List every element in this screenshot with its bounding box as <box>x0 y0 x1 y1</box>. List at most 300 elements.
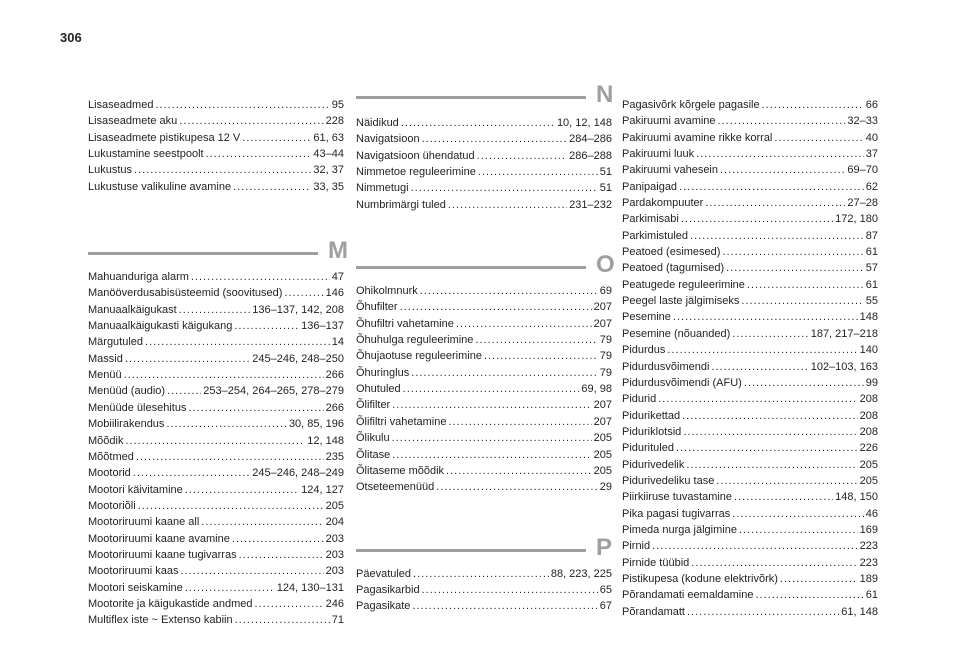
index-entry <box>88 580 344 596</box>
dot-leader <box>201 514 323 530</box>
index-term: Pidurivedelik <box>622 458 685 471</box>
dot-leader <box>420 283 598 299</box>
index-entry <box>88 97 344 113</box>
index-entry <box>622 277 878 293</box>
index-term: Parkimisabi <box>622 213 679 226</box>
index-term: Lisaseadmete aku <box>88 115 178 128</box>
index-term: Piduriklotsid <box>622 425 682 438</box>
dot-leader <box>676 440 858 456</box>
dot-leader <box>780 571 858 587</box>
index-section <box>356 530 612 615</box>
index-page-refs[interactable]: 99 <box>865 376 878 389</box>
index-entry <box>622 522 878 538</box>
dot-leader <box>686 457 857 473</box>
index-column-3 <box>622 97 878 620</box>
index-entry <box>622 408 878 424</box>
index-term: Peatoed (esimesed) <box>622 246 721 259</box>
dot-leader <box>732 326 808 342</box>
index-entry <box>622 113 878 129</box>
index-entry <box>622 538 878 554</box>
index-page-refs[interactable]: 172, 180 <box>835 213 878 226</box>
dot-leader <box>667 342 857 358</box>
index-page-refs[interactable]: 79 <box>599 334 612 347</box>
index-term: Pagasikate <box>356 600 411 613</box>
index-term: Mootoriruumi kaane avamine <box>88 532 230 545</box>
index-page-refs[interactable]: 205 <box>859 474 878 487</box>
index-section <box>356 247 615 495</box>
dot-leader <box>732 506 864 522</box>
index-page-refs[interactable]: 207 <box>593 399 612 412</box>
index-term: Massid <box>88 352 123 365</box>
index-entry <box>88 416 344 432</box>
section-letter: O <box>596 251 615 279</box>
index-page-refs[interactable]: 14 <box>331 336 344 349</box>
index-term: Pardakompuuter <box>622 197 704 210</box>
index-entry <box>356 598 612 614</box>
index-entry <box>88 367 344 383</box>
dot-leader <box>690 228 864 244</box>
index-page-refs[interactable]: 62 <box>865 180 878 193</box>
index-term: Multiflex iste ~ Extenso kabiin <box>88 614 233 627</box>
index-page-refs[interactable]: 207 <box>593 415 612 428</box>
index-term: Pika pagasi tugivarras <box>622 507 731 520</box>
index-page-refs[interactable]: 136–137, 142, 208 <box>252 303 344 316</box>
dot-leader <box>422 582 598 598</box>
index-term: Põrandamatt <box>622 605 685 618</box>
index-page-refs[interactable]: 40 <box>865 131 878 144</box>
dot-leader <box>673 309 858 325</box>
section-letter: M <box>328 237 348 265</box>
index-term: Peatugede reguleerimine <box>622 278 745 291</box>
dot-leader <box>422 131 568 147</box>
index-entry <box>622 457 878 473</box>
index-term: Mootoriruumi kaane tugivarras <box>88 548 237 561</box>
index-term: Õlifilter <box>356 399 391 412</box>
index-entry <box>356 582 612 598</box>
index-entry <box>622 440 878 456</box>
index-term: Menüü <box>88 369 122 382</box>
index-term: Pidurikettad <box>622 409 681 422</box>
section-letter-header <box>356 247 615 279</box>
dot-leader <box>774 130 863 146</box>
index-term: Päevatuled <box>356 567 412 580</box>
index-term: Pidurdusvõimendi (AFU) <box>622 376 742 389</box>
index-entry <box>356 463 612 479</box>
index-page-refs[interactable]: 205 <box>593 464 612 477</box>
index-page-refs[interactable]: 33, 35 <box>313 180 344 193</box>
index-entry <box>622 195 878 211</box>
dot-leader <box>185 482 299 498</box>
dot-leader <box>744 375 864 391</box>
index-term: Õhufilter <box>356 301 398 314</box>
index-page-refs[interactable]: 205 <box>593 432 612 445</box>
dot-leader <box>179 113 323 129</box>
dot-leader <box>235 612 330 628</box>
index-term: Näidikud <box>356 117 399 129</box>
dot-leader <box>400 299 592 315</box>
index-entry <box>622 587 878 603</box>
index-term: Mootori käivitamine <box>88 483 183 496</box>
index-page-refs[interactable]: 79 <box>599 366 612 379</box>
dot-leader <box>652 538 858 554</box>
index-page-refs[interactable]: 47 <box>331 271 344 284</box>
index-page-refs[interactable]: 43–44 <box>313 148 344 161</box>
index-entry <box>622 162 878 178</box>
index-page-refs[interactable]: 203 <box>325 565 344 578</box>
dot-leader <box>155 97 329 113</box>
index-term: Manuaalkäigukast <box>88 303 177 316</box>
index-page-refs[interactable]: 148 <box>859 311 878 324</box>
index-page-refs[interactable]: 61, 63 <box>313 131 344 144</box>
index-page-refs[interactable]: 61 <box>865 278 878 291</box>
index-page-refs[interactable]: 207 <box>593 317 612 330</box>
index-page-refs[interactable]: 140 <box>859 344 878 357</box>
index-entry <box>356 479 612 495</box>
index-page-refs[interactable]: 88, 223, 225 <box>550 567 612 580</box>
index-page-refs[interactable]: 12, 148 <box>307 434 344 447</box>
index-term: Pimeda nurga jälgimine <box>622 523 737 536</box>
index-entry <box>88 449 344 465</box>
index-term: Mootorite ja käigukastide andmed <box>88 597 253 610</box>
index-term: Õlitase <box>356 448 391 461</box>
index-term: Numbrimärgi tuled <box>356 198 446 211</box>
dot-leader <box>658 391 857 407</box>
index-entry <box>356 381 612 397</box>
index-entry <box>88 302 344 318</box>
index-entry <box>622 571 878 587</box>
index-term: Manööverdusabisüsteemid (soovitused) <box>88 287 283 300</box>
dot-leader <box>125 433 305 449</box>
index-page-refs[interactable]: 10, 12, 148 <box>556 117 612 129</box>
index-entry <box>88 612 344 628</box>
dot-leader <box>687 604 839 620</box>
section-letter-header <box>88 233 348 265</box>
index-entry <box>622 260 878 276</box>
dot-leader <box>234 318 299 334</box>
index-page-refs[interactable]: 71 <box>331 614 344 627</box>
index-entry <box>88 498 344 514</box>
index-page-refs[interactable]: 61 <box>865 246 878 259</box>
dot-leader <box>185 580 275 596</box>
index-page-refs[interactable]: 30, 85, 196 <box>288 418 344 431</box>
dot-leader <box>720 162 845 178</box>
index-page-refs[interactable]: 69 <box>599 285 612 298</box>
index-page-refs[interactable]: 29 <box>599 481 612 494</box>
index-page-refs[interactable]: 55 <box>865 295 878 308</box>
index-page-refs[interactable]: 231–232 <box>569 198 612 211</box>
dot-leader <box>722 244 863 260</box>
index-entry <box>622 375 878 391</box>
index-page-refs[interactable]: 208 <box>859 393 878 406</box>
index-term: Pakiruumi avamine <box>622 115 716 128</box>
dot-leader <box>180 563 323 579</box>
index-term: Ohikolmnurk <box>356 285 418 298</box>
dot-leader <box>188 400 323 416</box>
index-entry <box>88 351 344 367</box>
index-entry <box>88 113 344 129</box>
index-term: Pirnid <box>622 540 651 553</box>
index-entry <box>88 514 344 530</box>
index-term: Menüüd (audio) <box>88 385 166 398</box>
index-page-refs[interactable]: 69–70 <box>847 164 878 177</box>
dot-leader <box>436 479 597 495</box>
index-entry <box>622 211 878 227</box>
index-page-refs[interactable]: 102–103, 163 <box>810 360 878 373</box>
index-entry <box>88 400 344 416</box>
index-term: Lukustus <box>88 164 133 177</box>
dot-leader <box>167 383 201 399</box>
dot-leader <box>134 162 311 178</box>
index-entry <box>88 162 344 178</box>
index-entry <box>622 424 878 440</box>
index-entry <box>622 228 878 244</box>
index-term: Pistikupesa (kodune elektrivõrk) <box>622 572 778 585</box>
dot-leader <box>242 130 311 146</box>
dot-leader <box>681 211 833 227</box>
index-term: Lisaseadmed <box>88 99 154 111</box>
index-term: Õhujaotuse reguleerimine <box>356 350 482 363</box>
dot-leader <box>679 179 864 195</box>
index-page-refs[interactable]: 57 <box>865 262 878 275</box>
index-term: Mootorid <box>88 467 131 480</box>
index-term: Mootori seiskamine <box>88 581 183 594</box>
index-page-refs[interactable]: 286–288 <box>569 149 612 162</box>
index-page-refs[interactable]: 61 <box>865 589 878 602</box>
dot-leader <box>392 430 592 446</box>
dot-leader <box>683 424 857 440</box>
dot-leader <box>136 449 324 465</box>
index-term: Parkimistuled <box>622 229 689 242</box>
dot-leader <box>741 293 863 309</box>
index-term: Pesemine (nõuanded) <box>622 327 731 340</box>
index-entry <box>622 130 878 146</box>
index-term: Piduritulеd <box>622 442 674 455</box>
index-entry <box>356 566 612 582</box>
index-entry <box>356 447 612 463</box>
dot-leader <box>762 97 864 113</box>
index-entry <box>88 465 344 481</box>
index-page-refs[interactable]: 207 <box>593 301 612 314</box>
index-term: Pidurivedeliku tase <box>622 474 715 487</box>
section-letter: P <box>596 533 613 561</box>
index-entry <box>622 506 878 522</box>
dot-leader <box>254 596 323 612</box>
index-page-refs[interactable]: 223 <box>859 556 878 569</box>
index-column-2 <box>356 81 615 615</box>
index-term: Peatoed (tagumised) <box>622 262 725 275</box>
index-entry <box>356 365 612 381</box>
dot-leader <box>138 498 324 514</box>
index-page-refs[interactable]: 124, 130–131 <box>276 581 344 594</box>
dot-leader <box>682 408 858 424</box>
dot-leader <box>392 447 591 463</box>
index-section <box>622 97 878 620</box>
index-page-refs[interactable]: 203 <box>325 532 344 545</box>
dot-leader <box>446 463 592 479</box>
index-page-refs[interactable]: 65 <box>599 583 612 596</box>
index-term: Manuaalkäigukasti käigukang <box>88 320 233 333</box>
dot-leader <box>401 115 555 131</box>
index-page-refs[interactable]: 136–137 <box>301 320 344 333</box>
index-entry <box>356 316 612 332</box>
page-number: 306 <box>60 30 82 45</box>
dot-leader <box>206 146 312 162</box>
dot-leader <box>145 334 330 350</box>
index-term: Navigatsioon ühendatud <box>356 149 475 162</box>
index-entry <box>88 433 344 449</box>
index-page-refs[interactable]: 253–254, 264–265, 278–279 <box>203 385 344 398</box>
index-entry <box>88 130 344 146</box>
dot-leader <box>448 197 567 213</box>
index-term: Pidurdus <box>622 344 666 357</box>
dot-leader <box>705 195 845 211</box>
index-term: Õlikulu <box>356 432 390 445</box>
index-entry <box>622 489 878 505</box>
dot-leader <box>403 381 580 397</box>
dot-leader <box>755 587 863 603</box>
index-entry <box>622 359 878 375</box>
index-page-refs[interactable]: 79 <box>599 350 612 363</box>
index-entry <box>88 383 344 399</box>
section-divider <box>356 549 586 552</box>
index-term: Märgutuled <box>88 336 144 349</box>
dot-leader <box>478 164 598 180</box>
index-entry <box>356 131 612 147</box>
index-entry <box>622 326 878 342</box>
index-entry <box>356 430 612 446</box>
index-term: Nimmetoe reguleerimine <box>356 166 476 179</box>
index-page-refs[interactable]: 51 <box>599 182 612 195</box>
index-term: Lisaseadmete pistikupesa 12 V <box>88 131 241 144</box>
section-letter-header <box>356 530 612 560</box>
index-entry <box>88 482 344 498</box>
index-page-refs[interactable]: 32–33 <box>847 115 878 128</box>
index-term: Õlifiltri vahetamine <box>356 415 447 428</box>
index-entry <box>88 285 344 301</box>
index-page-refs[interactable]: 246 <box>325 597 344 610</box>
index-section <box>88 97 344 195</box>
index-page-refs[interactable]: 245–246, 248–249 <box>252 467 344 480</box>
index-page-refs[interactable]: 66 <box>865 99 878 111</box>
index-term: Mootoriruumi kaas <box>88 565 179 578</box>
dot-leader <box>726 260 864 276</box>
index-page-refs[interactable]: 51 <box>599 166 612 179</box>
index-term: Nimmetugi <box>356 182 409 195</box>
index-entry <box>356 299 612 315</box>
index-page-refs[interactable]: 32, 37 <box>313 164 344 177</box>
index-term: Ohutuled <box>356 383 401 396</box>
index-entry <box>622 342 878 358</box>
index-term: Pagasivõrk kõrgele pagasile <box>622 99 760 111</box>
index-page-refs[interactable]: 69, 98 <box>581 383 612 396</box>
index-page-refs[interactable]: 208 <box>859 409 878 422</box>
index-term: Menüüde ülesehitus <box>88 401 187 414</box>
section-letter-header <box>356 77 612 107</box>
index-term: Mobiilirakendus <box>88 418 165 431</box>
index-entry <box>88 318 344 334</box>
index-page-refs[interactable]: 266 <box>325 401 344 414</box>
index-entry <box>88 563 344 579</box>
section-divider <box>356 96 586 99</box>
dot-leader <box>484 348 598 364</box>
index-term: Pakiruumi luuk <box>622 148 695 161</box>
dot-leader <box>284 285 323 301</box>
index-page-refs[interactable]: 223 <box>859 540 878 553</box>
index-page-refs[interactable]: 203 <box>325 548 344 561</box>
index-page-refs[interactable]: 146 <box>325 287 344 300</box>
index-page-refs[interactable]: 95 <box>331 99 344 111</box>
index-page-refs[interactable]: 37 <box>865 148 878 161</box>
dot-leader <box>739 522 858 538</box>
index-term: Piirkiiruse tuvastamine <box>622 491 733 504</box>
dot-leader <box>456 316 592 332</box>
index-page-refs[interactable]: 228 <box>325 115 344 128</box>
index-entry <box>88 334 344 350</box>
index-page-refs[interactable]: 205 <box>593 448 612 461</box>
index-term: Mootoriõli <box>88 499 136 512</box>
dot-leader <box>133 465 250 481</box>
index-term: Mahuanduriga alarm <box>88 271 189 284</box>
index-page-refs[interactable]: 187, 217–218 <box>810 327 878 340</box>
index-page-refs[interactable]: 284–286 <box>569 133 612 146</box>
index-term: Pidurdusvõimendi <box>622 360 710 373</box>
dot-leader <box>233 179 311 195</box>
index-term: Pagasikarbid <box>356 583 420 596</box>
index-page-refs[interactable]: 124, 127 <box>301 483 344 496</box>
index-entry <box>356 332 612 348</box>
index-page-refs[interactable]: 189 <box>859 572 878 585</box>
dot-leader <box>448 414 591 430</box>
index-page-refs[interactable]: 46 <box>865 507 878 520</box>
index-term: Pidurid <box>622 393 657 406</box>
index-entry <box>356 283 612 299</box>
index-page-refs[interactable]: 235 <box>325 450 344 463</box>
dot-leader <box>166 416 287 432</box>
index-page-refs[interactable]: 87 <box>865 229 878 242</box>
index-page-refs[interactable]: 266 <box>325 369 344 382</box>
index-term: Navigatsioon <box>356 133 420 146</box>
index-page-refs[interactable]: 148, 150 <box>835 491 878 504</box>
index-page-refs[interactable]: 226 <box>859 442 878 455</box>
index-page-refs[interactable]: 245–246, 248–250 <box>252 352 344 365</box>
dot-leader <box>691 555 857 571</box>
index-page-refs[interactable]: 61, 148 <box>841 605 878 618</box>
index-term: Pakiruumi vahesein <box>622 164 718 177</box>
dot-leader <box>711 359 808 375</box>
index-page-refs[interactable]: 205 <box>859 458 878 471</box>
index-page-refs[interactable]: 208 <box>859 425 878 438</box>
index-entry <box>356 115 612 131</box>
index-term: Mõõtmed <box>88 450 134 463</box>
dot-leader <box>475 332 597 348</box>
section-divider <box>356 266 586 269</box>
index-entry <box>622 473 878 489</box>
index-term: Põrandamati eemaldamine <box>622 589 754 602</box>
index-term: Mootoriruumi kaane all <box>88 516 200 529</box>
index-page-refs[interactable]: 204 <box>325 516 344 529</box>
index-entry <box>356 348 612 364</box>
index-entry <box>622 293 878 309</box>
index-entry <box>356 414 612 430</box>
index-page-refs[interactable]: 169 <box>859 523 878 536</box>
index-term: Õlitaseme mõõdik <box>356 464 445 477</box>
dot-leader <box>734 489 833 505</box>
index-page-refs[interactable]: 205 <box>325 499 344 512</box>
index-entry <box>622 391 878 407</box>
index-page-refs[interactable]: 27–28 <box>847 197 878 210</box>
index-entry <box>356 397 612 413</box>
index-page-refs[interactable]: 67 <box>599 600 612 613</box>
